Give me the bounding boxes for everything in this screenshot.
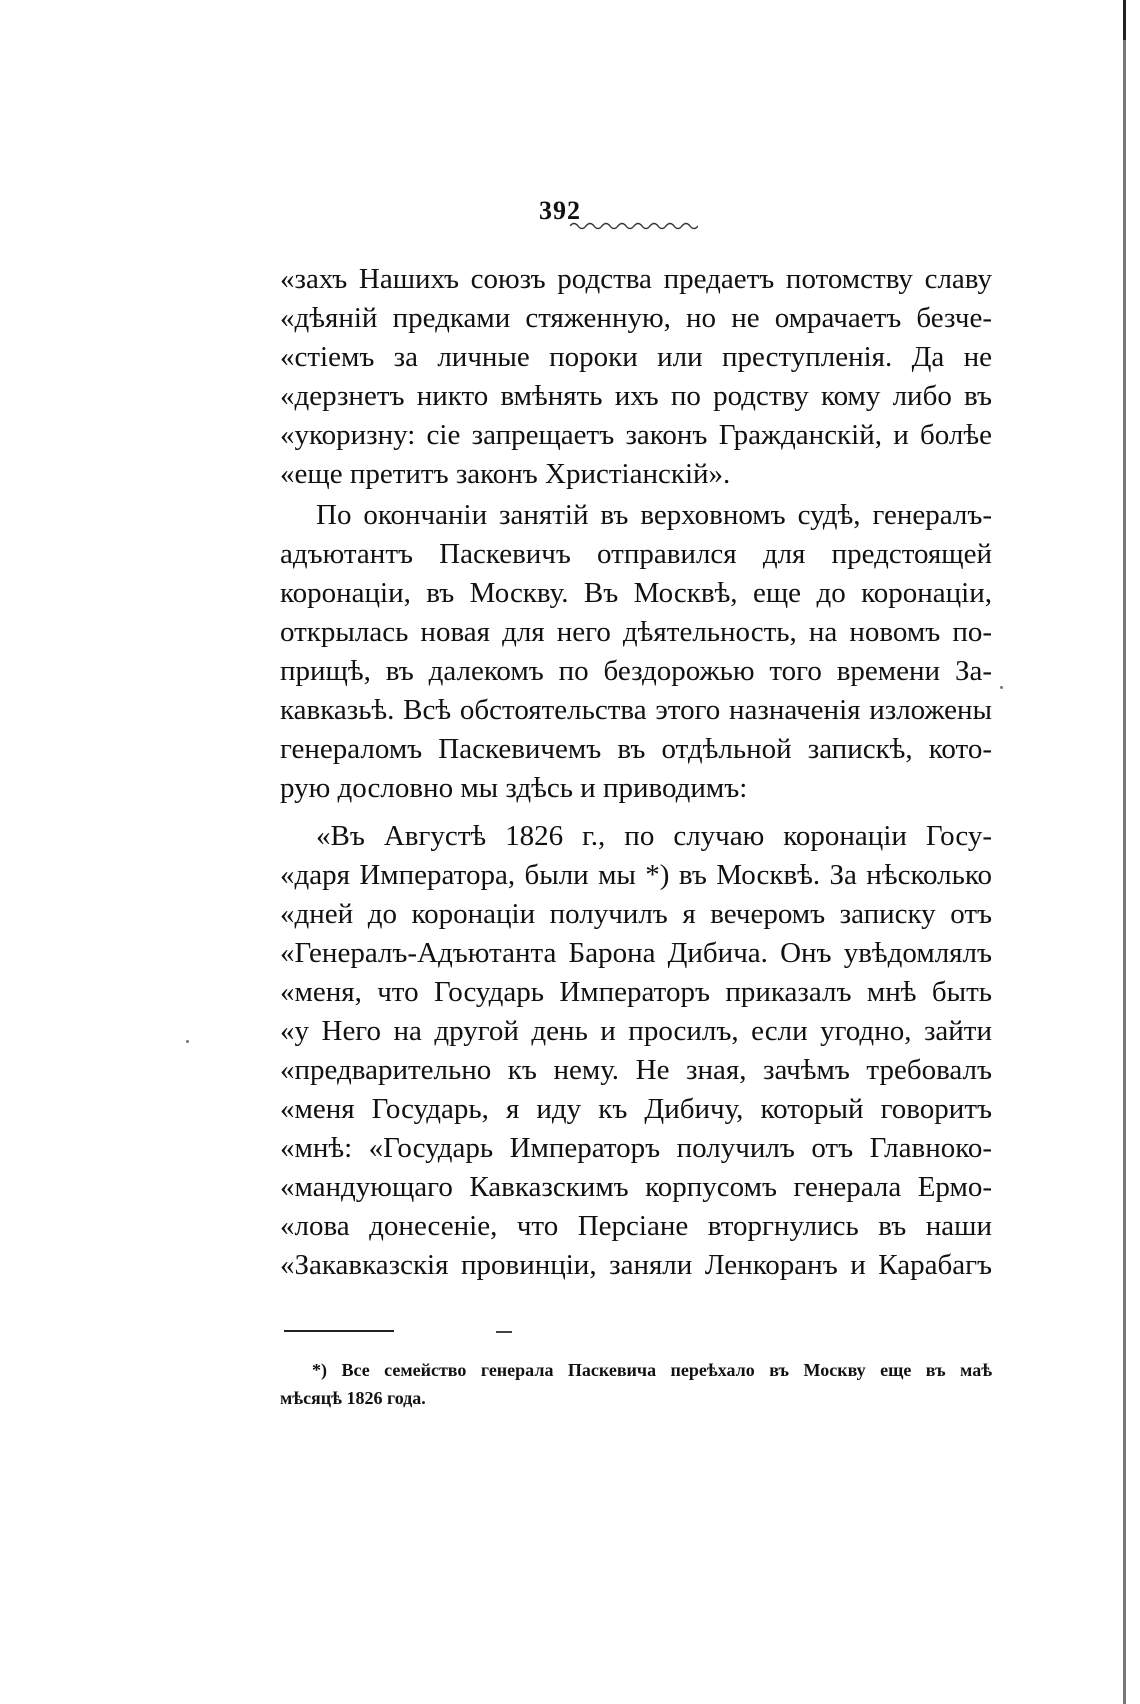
text-line: «укоризну: сіе запрещаетъ законъ Гражданскій, и болѣе <box>280 419 992 451</box>
text-line: «Генералъ-Адъютанта Барона Дибича. Онъ увѣдомлялъ <box>280 937 992 969</box>
text-line: По окончаніи занятій въ верховномъ судѣ, генералъ- <box>316 499 992 531</box>
footnote-line: мѣсяцѣ 1826 года. <box>280 1388 426 1408</box>
text-line: «дерзнетъ никто вмѣнять ихъ по родству кому либо въ <box>280 380 992 412</box>
text-line: «меня Государь, я иду къ Дибичу, который говоритъ <box>280 1093 992 1125</box>
text-line: открылась новая для него дѣятельность, на новомъ по- <box>280 616 992 648</box>
footnote-line: *) Все семейство генерала Паскевича переѣхало въ Москву еще въ маѣ <box>312 1360 992 1380</box>
text-line: «лова донесеніе, что Персіане вторгнулись въ наши <box>280 1210 992 1242</box>
text-line: «мандующаго Кавказскимъ корпусомъ генерала Ермо- <box>280 1171 992 1203</box>
page-number: 392 <box>539 196 581 225</box>
text-line: «Закавказскія провинціи, заняли Ленкоранъ и Карабагъ <box>280 1249 992 1281</box>
text-line: «стіемъ за личные пороки или преступленія. Да не <box>280 341 992 373</box>
paragraph-quote-continuation <box>280 260 992 494</box>
footnote-separator <box>284 1330 394 1332</box>
text-line: «предварительно къ нему. Не зная, зачѣмъ требовалъ <box>280 1054 992 1086</box>
text-line: прищѣ, въ далекомъ по бездорожью того времени За- <box>280 655 992 687</box>
footnote <box>280 1356 992 1412</box>
page-number-ornament <box>570 220 698 232</box>
text-line: «мнѣ: «Государь Императоръ получилъ отъ Главноко- <box>280 1132 992 1164</box>
text-line: генераломъ Паскевичемъ въ отдѣльной запискѣ, кото- <box>280 733 992 765</box>
scan-speck <box>186 1040 189 1043</box>
paragraph-coronation-narrative <box>280 496 992 808</box>
text-line: «даря Императора, были мы *) въ Москвѣ. За нѣсколько <box>280 859 992 891</box>
text-line: коронаціи, въ Москву. Въ Москвѣ, еще до коронаціи, <box>280 577 992 609</box>
text-line: «захъ Нашихъ союзъ родства предаетъ потомству славу <box>280 263 992 295</box>
text-line: «дѣяній предками стяженную, но не омрачаетъ безче- <box>280 302 992 334</box>
text-line: адъютантъ Паскевичъ отправился для предстоящей <box>280 538 992 570</box>
paragraph-memoir-quote <box>280 817 992 1285</box>
scan-speck <box>1000 686 1003 689</box>
text-line: «меня, что Государь Императоръ приказалъ мнѣ быть <box>280 976 992 1008</box>
text-line: «еще претитъ законъ Христіанскій». <box>280 458 731 490</box>
text-line: рую дословно мы здѣсь и приводимъ: <box>280 772 748 804</box>
text-line: «у Него на другой день и просилъ, если угодно, зайти <box>280 1015 992 1047</box>
text-line: «дней до коронаціи получилъ я вечеромъ записку отъ <box>280 898 992 930</box>
text-line: «Въ Августѣ 1826 г., по случаю коронаціи Госу- <box>316 820 992 852</box>
text-line: кавказьѣ. Всѣ обстоятельства этого назначенія изложены <box>280 694 992 726</box>
footnote-separator-mark <box>496 1331 512 1333</box>
scan-edge-line <box>1123 0 1126 1704</box>
